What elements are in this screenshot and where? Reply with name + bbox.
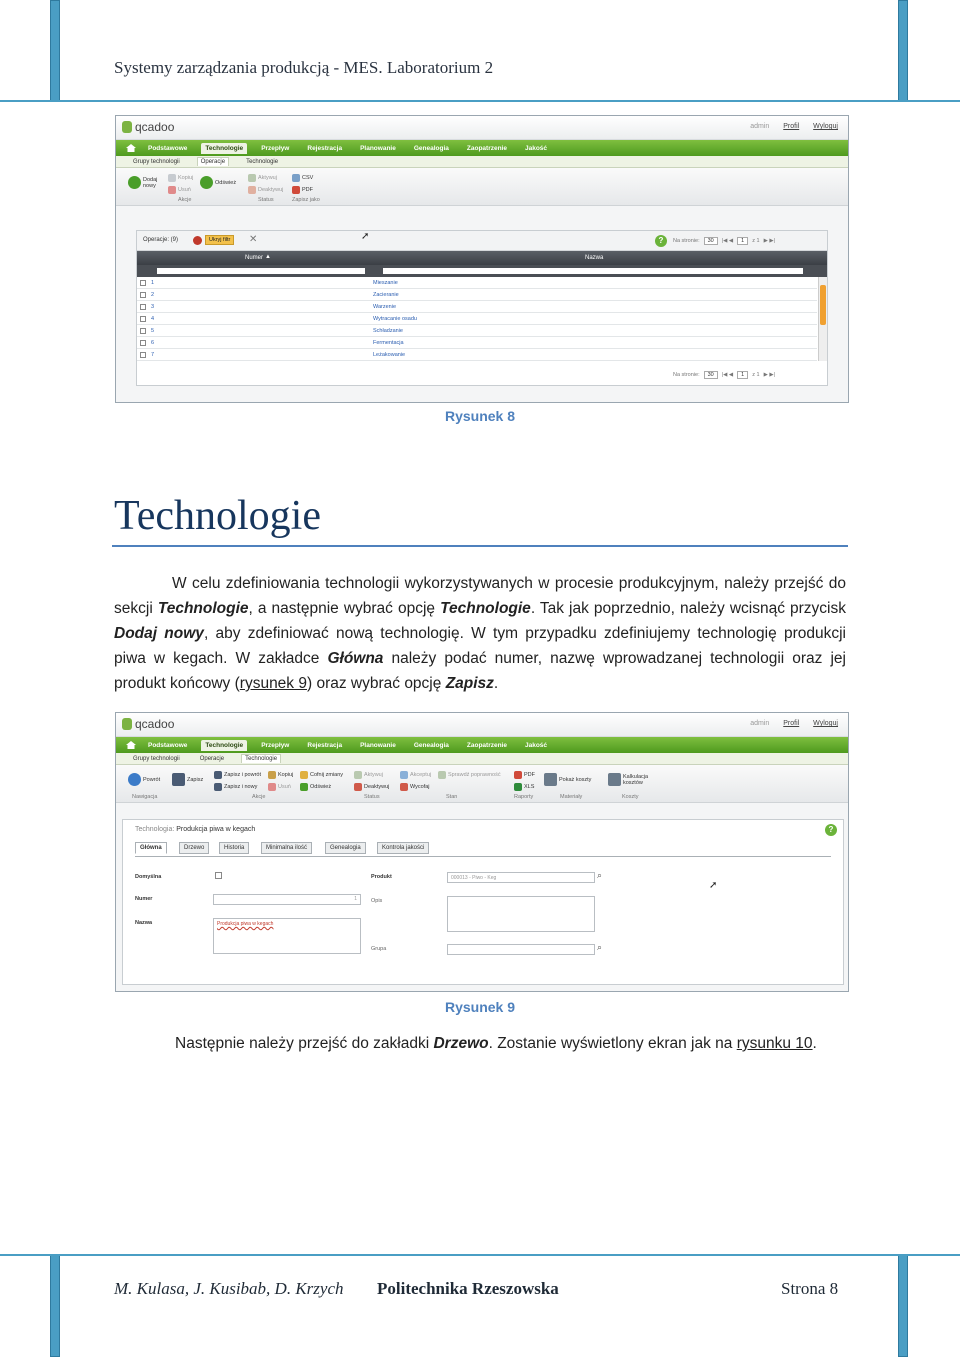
- next-page-icon[interactable]: ▶ ▶|: [763, 238, 775, 244]
- next-page-icon-bottom[interactable]: ▶ ▶|: [763, 372, 775, 378]
- row-number[interactable]: 3: [151, 304, 155, 310]
- refresh-button-2[interactable]: Odśwież: [300, 783, 331, 791]
- subnav-technologie[interactable]: Technologie: [246, 158, 279, 165]
- delete-icon-2: [268, 783, 276, 791]
- tab-genealogia[interactable]: Genealogia: [325, 842, 366, 854]
- heading-rule: [112, 545, 848, 547]
- page-input[interactable]: 1: [737, 237, 748, 245]
- ribbon-group-save: Zapisz jako: [292, 197, 320, 203]
- row-number[interactable]: 2: [151, 292, 155, 298]
- pager-top: Na stronie: 30 |◀ ◀ 1 z 1 ▶ ▶|: [673, 238, 775, 244]
- ribbon2-group-nav: Nawigacja: [132, 794, 158, 800]
- row-checkbox[interactable]: [140, 292, 146, 298]
- row-checkbox[interactable]: [140, 280, 146, 286]
- nav-rejestracja[interactable]: Rejestracja: [307, 144, 343, 152]
- back-arrow-icon: [128, 773, 141, 786]
- group-label: Grupa: [371, 946, 387, 952]
- plus-icon: [128, 176, 141, 189]
- subnav-grupy[interactable]: Grupy technologii: [133, 158, 180, 165]
- delete-button[interactable]: Usuń: [168, 186, 191, 194]
- grid-header: [137, 251, 827, 265]
- footer-university: Politechnika Rzeszowska: [377, 1279, 559, 1298]
- row-name[interactable]: Mieszanie: [373, 280, 398, 286]
- ribbon-group-actions: Akcje: [178, 197, 192, 203]
- deactivate-button[interactable]: Deaktywuj: [248, 186, 283, 194]
- row-checkbox[interactable]: [140, 340, 146, 346]
- pdf-icon: [292, 186, 300, 194]
- section-heading: Technologie: [114, 493, 321, 539]
- description-label: Opis: [371, 898, 383, 904]
- document-header: Systemy zarządzania produkcją - MES. Laboratorium 2: [114, 58, 494, 77]
- activate-button-2[interactable]: Aktywuj: [354, 771, 383, 779]
- row-checkbox[interactable]: [140, 352, 146, 358]
- ribbon2-group-status: Status: [364, 794, 380, 800]
- row-name[interactable]: Wytracanie osadu: [373, 316, 417, 322]
- save-back-icon: [214, 771, 222, 779]
- table-row[interactable]: [137, 313, 817, 325]
- grid-scrollbar[interactable]: [818, 277, 827, 361]
- row-name[interactable]: Fermentacja: [373, 340, 404, 346]
- nav2-zaopatrzenie[interactable]: Zaopatrzenie: [466, 741, 507, 749]
- nav-genealogia[interactable]: Genealogia: [413, 144, 449, 152]
- frame-bar-left-top: [50, 0, 60, 102]
- per-page-select-bottom[interactable]: 30: [704, 371, 718, 379]
- nav-podstawowe[interactable]: Podstawowe: [148, 144, 188, 152]
- main-nav-2: [116, 737, 848, 753]
- tab-drzewo[interactable]: Drzewo: [179, 842, 209, 854]
- copy-icon: [168, 174, 176, 182]
- logout-link-2[interactable]: Wyloguj: [813, 720, 838, 727]
- user-name-2: admin: [750, 720, 770, 727]
- operations-grid-panel: [136, 230, 828, 386]
- closing-paragraph: Następnie należy przejść do zakładki Drzewo. Zostanie wyświetlony ekran jak na rysunku 10.: [175, 1035, 817, 1052]
- pdf-icon-2: [514, 771, 522, 779]
- subnav2-operacje[interactable]: Operacje: [199, 755, 225, 762]
- row-number[interactable]: 1: [151, 280, 155, 286]
- table-row[interactable]: [137, 349, 817, 361]
- ribbon2-group-reports: Raporty: [514, 794, 534, 800]
- row-name[interactable]: Zacieranie: [373, 292, 399, 298]
- nav-jakosc[interactable]: Jakość: [524, 144, 548, 152]
- row-number[interactable]: 7: [151, 352, 155, 358]
- number-label: Numer: [135, 896, 153, 902]
- qcadoo-logo-2: qcadoo: [122, 717, 174, 731]
- hide-filter-button[interactable]: Ukryj filtr: [205, 235, 234, 245]
- deactivate-button-2[interactable]: Deaktywuj: [354, 783, 389, 791]
- ribbon2-group-actions: Akcje: [252, 794, 266, 800]
- row-name[interactable]: Leżakowanie: [373, 352, 406, 358]
- name-textarea[interactable]: Produkcja piwa w kegach: [213, 918, 361, 954]
- frame-bar-left-bottom: [50, 1254, 60, 1357]
- user-name: admin: [750, 123, 770, 130]
- nav-przeplyw[interactable]: Przepływ: [261, 144, 290, 152]
- nav-zaopatrzenie[interactable]: Zaopatrzenie: [466, 144, 507, 152]
- xls-button[interactable]: XLS: [514, 783, 534, 791]
- frame-bar-right-bottom: [898, 1254, 908, 1357]
- nav2-technologie[interactable]: Technologie: [201, 740, 247, 751]
- save-new-button[interactable]: Zapisz i nowy: [214, 783, 257, 791]
- add-new-button[interactable]: Dodaj nowy: [128, 176, 163, 189]
- tab-historia[interactable]: Historia: [219, 842, 249, 854]
- refresh-icon: [200, 176, 213, 189]
- default-checkbox[interactable]: [215, 872, 222, 879]
- refresh-icon-2: [300, 783, 308, 791]
- product-label: Produkt: [371, 874, 392, 880]
- csv-icon: [292, 174, 300, 182]
- table-row[interactable]: [137, 277, 817, 289]
- sub-nav-2: [116, 753, 848, 765]
- table-row[interactable]: [137, 337, 817, 349]
- tab-minimalna-ilosc[interactable]: Minimalna ilość: [261, 842, 312, 854]
- home-icon-2[interactable]: [126, 741, 136, 749]
- subnav2-grupy[interactable]: Grupy technologii: [133, 755, 180, 762]
- undo-button[interactable]: Cofnij zmiany: [300, 771, 343, 779]
- per-page-select[interactable]: 30: [704, 237, 718, 245]
- help-icon[interactable]: ?: [655, 235, 667, 247]
- nav2-genealogia[interactable]: Genealogia: [413, 741, 449, 749]
- nav-planowanie[interactable]: Planowanie: [360, 144, 396, 152]
- costs-icon: [544, 773, 557, 786]
- nav2-rejestracja[interactable]: Rejestracja: [307, 741, 343, 749]
- ribbon2-group-materials: Materiały: [560, 794, 583, 800]
- table-row[interactable]: [137, 301, 817, 313]
- figure9-caption: Rysunek 9: [444, 999, 516, 1015]
- sort-asc-icon: ▲: [265, 254, 271, 260]
- ribbon-2: [116, 765, 848, 803]
- grid-title: Operacje: (9): [143, 237, 179, 243]
- row-name[interactable]: Warzenie: [373, 304, 397, 310]
- footer-authors: M. Kulasa, J. Kusibab, D. Krzych: [114, 1279, 344, 1298]
- tab-glowna[interactable]: Główna: [135, 842, 167, 854]
- save-new-icon: [214, 783, 222, 791]
- pdf-button-2[interactable]: PDF: [514, 771, 535, 779]
- sub-nav: [116, 156, 848, 168]
- reject-button[interactable]: Wycofaj: [400, 783, 430, 791]
- filter-nazwa-input[interactable]: [383, 268, 803, 274]
- copy-button-2[interactable]: Kopiuj: [268, 771, 293, 779]
- row-checkbox[interactable]: [140, 304, 146, 310]
- accept-icon: [400, 771, 408, 779]
- row-number[interactable]: 4: [151, 316, 155, 322]
- activate-icon-2: [354, 771, 362, 779]
- group-lookup-input[interactable]: [447, 944, 595, 955]
- figure9-screenshot: [115, 712, 849, 992]
- product-search-icon[interactable]: ⌕: [597, 870, 603, 880]
- ribbon2-group-state: Stan: [446, 794, 458, 800]
- column-nazwa[interactable]: Nazwa: [585, 255, 604, 261]
- save-back-button[interactable]: Zapisz i powrót: [214, 771, 261, 779]
- check-icon: [438, 771, 446, 779]
- logout-link[interactable]: Wyloguj: [813, 123, 838, 130]
- ribbon-group-status: Status: [258, 197, 274, 203]
- refresh-button[interactable]: Odśwież: [200, 176, 236, 189]
- name-label: Nazwa: [135, 920, 153, 926]
- xls-icon: [514, 783, 522, 791]
- technology-form-panel: [122, 819, 844, 985]
- qcadoo-logo: qcadoo: [122, 120, 174, 134]
- page-input-bottom[interactable]: 1: [737, 371, 748, 379]
- table-row[interactable]: [137, 289, 817, 301]
- product-lookup-input[interactable]: 000013 - Piwo - Keg: [447, 872, 595, 883]
- row-number[interactable]: 6: [151, 340, 155, 346]
- frame-bar-right-top: [898, 0, 908, 102]
- accept-button[interactable]: Akceptuj: [400, 771, 431, 779]
- description-textarea[interactable]: [447, 896, 595, 932]
- nav2-podstawowe[interactable]: Podstawowe: [148, 741, 188, 749]
- footer-rule: [0, 1254, 960, 1256]
- csv-button[interactable]: CSV: [292, 174, 313, 182]
- first-page-icon[interactable]: |◀ ◀: [721, 238, 734, 244]
- main-nav: [116, 140, 848, 156]
- home-icon[interactable]: [126, 144, 136, 152]
- activate-button[interactable]: Aktywuj: [248, 174, 277, 182]
- row-number[interactable]: 5: [151, 328, 155, 334]
- filter-row: [137, 265, 827, 277]
- ribbon: [116, 168, 848, 206]
- subnav-operacje[interactable]: Operacje: [197, 157, 229, 166]
- footer-page: Strona 8: [781, 1279, 839, 1298]
- activate-icon: [248, 174, 256, 182]
- nav2-planowanie[interactable]: Planowanie: [360, 741, 396, 749]
- save-button[interactable]: Zapisz: [172, 773, 203, 786]
- deactivate-icon: [248, 186, 256, 194]
- figure9-reference-link[interactable]: rysunek 9: [239, 675, 307, 692]
- form-title: Technologia: Produkcja piwa w kegach: [135, 826, 256, 833]
- figure10-reference-link[interactable]: rysunku 10: [736, 1035, 813, 1052]
- header-rule: [0, 100, 960, 102]
- copy-icon-2: [268, 771, 276, 779]
- nav-technologie[interactable]: Technologie: [201, 143, 247, 154]
- nav2-jakosc[interactable]: Jakość: [524, 741, 548, 749]
- deactivate-icon-2: [354, 783, 362, 791]
- number-input[interactable]: 1: [213, 894, 361, 905]
- filter-numer-input[interactable]: [157, 268, 365, 274]
- filter-icon[interactable]: [193, 236, 202, 245]
- mouse-cursor-icon-2: ➚: [709, 880, 718, 891]
- profile-link-2[interactable]: Profil: [783, 720, 800, 727]
- pdf-button[interactable]: PDF: [292, 186, 313, 194]
- ribbon2-group-costs: Koszty: [622, 794, 639, 800]
- group-search-icon[interactable]: ⌕: [597, 942, 603, 952]
- tab-kontrola-jakosci[interactable]: Kontrola jakości: [377, 842, 429, 854]
- copy-button[interactable]: Kopiuj: [168, 174, 193, 182]
- column-numer[interactable]: Numer: [245, 255, 264, 261]
- undo-icon: [300, 771, 308, 779]
- calc-icon: [608, 773, 621, 786]
- back-button[interactable]: Powrót: [128, 773, 160, 786]
- reject-icon: [400, 783, 408, 791]
- section-paragraph: W celu zdefiniowania technologii wykorzystywanych w procesie produkcyjnym, należy przejść do sekcji Technologie, a następnie wybrać opcję Technologie. Tak jak poprzednio, należy wcisnąć przycisk Dodaj nowy, aby zdefiniować nową technologię. W tym przypadku zdefiniujemy technologię produkcji piwa w kegach. W zakładce Główna należy podać numer, nazwę wprowadzanej technologii oraz jej produkt końcowy (rysunek 9) oraz wybrać opcję Zapisz.: [114, 575, 847, 692]
- default-label: Domyślna: [135, 874, 162, 880]
- clear-filter-icon[interactable]: ✕: [249, 234, 258, 245]
- profile-link[interactable]: Profil: [783, 123, 800, 130]
- row-checkbox[interactable]: [140, 328, 146, 334]
- save-icon: [172, 773, 185, 786]
- delete-icon: [168, 186, 176, 194]
- figure8-caption: Rysunek 8: [444, 408, 516, 424]
- form-help-icon[interactable]: ?: [825, 824, 837, 836]
- table-row[interactable]: [137, 325, 817, 337]
- show-costs-button[interactable]: Pokaż koszty: [544, 773, 591, 786]
- subnav2-technologie[interactable]: Technologie: [241, 754, 281, 763]
- row-checkbox[interactable]: [140, 316, 146, 322]
- pager-bottom: Na stronie: 30 |◀ ◀ 1 z 1 ▶ ▶|: [673, 372, 775, 378]
- check-button[interactable]: Sprawdź poprawność: [438, 771, 501, 779]
- delete-button-2[interactable]: Usuń: [268, 783, 291, 791]
- calc-costs-button[interactable]: Kalkulacja kosztów: [608, 773, 657, 786]
- mouse-cursor-icon: ➚: [361, 231, 370, 242]
- figure8-screenshot: [115, 115, 849, 403]
- row-name[interactable]: Schładzanie: [373, 328, 403, 334]
- nav2-przeplyw[interactable]: Przepływ: [261, 741, 290, 749]
- first-page-icon-bottom[interactable]: |◀ ◀: [721, 372, 734, 378]
